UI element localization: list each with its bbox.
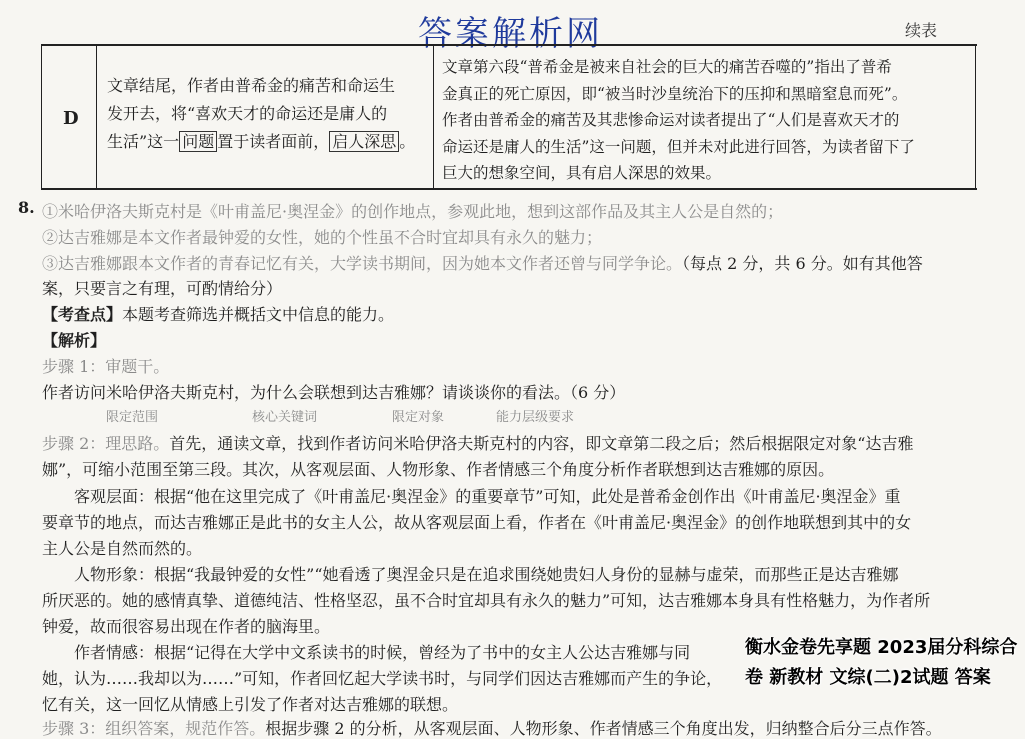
kaochadian-tag: 【考查点】: [42, 305, 123, 324]
table-divider-1: [96, 46, 97, 188]
table-right-border: [975, 46, 976, 188]
persona-para-3: 钟爱，故而很容易出现在作者的脑海里。: [42, 617, 331, 636]
emotion-para-2: 她，认为……我却以为……”可知，作者回忆起大学读书时，与同学们因达吉雅娜而产生的争论，: [42, 669, 723, 688]
analysis-line: 巨大的想象空间，具有启人深思的效果。: [442, 164, 722, 182]
step-2-text: 首先，通读文章，找到作者访问米哈伊洛夫斯克村的内容，即文章第二段之后；然后根据限定对象“达吉雅: [169, 434, 914, 453]
step-2-label: 步骤 2：理思路。: [42, 434, 170, 453]
step-2-line-2: 娜”，可缩小范围至第三段。其次，从客观层面、人物形象、作者情感三个角度分析作者联想到达吉雅娜的原因。: [42, 460, 835, 479]
persona-para-2: 所厌恶的。她的感情真挚、道德纯洁、性格坚忍，虽不合时宜却具有永久的魅力”可知，达吉雅娜本身具有性格魅力，为作者所: [42, 591, 931, 610]
analysis-line: 作者由普希金的痛苦及其悲惨命运对读者提出了“人们是喜欢天才的: [442, 111, 900, 129]
option-analysis: [442, 54, 972, 187]
analysis-line: 命运还是庸人的生活”这一问题，但并未对此进行回答，为读者留下了: [442, 137, 915, 156]
scoring-note-cont: 案，只要言之有理，可酌情给分）: [42, 279, 283, 298]
statement-text: 。: [399, 132, 416, 151]
question-stem: 作者访问米哈伊洛夫斯克村，为什么会联想到达吉雅娜？请谈谈你的看法。（6 分）: [42, 383, 626, 402]
persona-para-1: 人物形象：根据“我最钟爱的女性”“她看透了奥涅金只是在追求围绕她贵妇人身份的显赫与虚荣，而那些正是达吉雅娜: [74, 565, 899, 584]
step-3-label: 步骤 3：组织答案，规范作答。: [42, 719, 266, 738]
answer-point-2: ②达吉雅娜是本文作者最钟爱的女性，她的个性虽不合时宜却具有永久的魅力；: [42, 228, 603, 247]
statement-line: 发开去，将“喜欢天才的命运还是庸人的: [107, 104, 388, 123]
kaochadian-text: 本题考查筛选并概括文中信息的能力。: [122, 305, 395, 324]
table-continued-label: 续表: [905, 21, 938, 40]
site-watermark-title: 答案解析网: [418, 14, 603, 54]
statement-line: 文章结尾，作者由普希金的痛苦和命运生: [107, 76, 396, 95]
answer-point-1: ①米哈伊洛夫斯克村是《叶甫盖尼·奥涅金》的创作地点，参观此地，想到这部作品及其主人公是自然的；: [42, 202, 784, 221]
answer-table: [41, 44, 977, 190]
emotion-para-1: 作者情感：根据“记得在大学中文系读书的时候，曾经为了书中的女主人公达吉雅娜与同: [74, 643, 691, 662]
analysis-heading: 【解析】: [42, 331, 107, 350]
step-3: [42, 716, 942, 739]
answer-point-3-text: ③达吉雅娜跟本文作者的青春记忆有关，大学读书期间，因为她本文作者还曾与同学争论。: [42, 254, 683, 273]
scoring-note: （每点 2 分，共 6 分。如有其他答: [682, 254, 923, 273]
analysis-line: 文章第六段“普希金是被来自社会的巨大的痛苦吞噬的”指出了普希: [442, 58, 892, 76]
annotation-keyword: 核心关键词: [252, 410, 318, 425]
statement-text: 生活”这一: [107, 132, 180, 151]
table-left-border: [41, 46, 42, 188]
objective-para-1: 客观层面：根据“他在这里完成了《叶甫盖尼·奥涅金》的重要章节”可知，此处是普希金创作出《叶甫盖尼·奥涅金》重: [74, 487, 901, 506]
boxed-keyword: 启人深思: [329, 131, 399, 152]
answer-point-3: [42, 251, 923, 274]
statement-line: [107, 128, 425, 156]
annotation-object: 限定对象: [392, 410, 445, 425]
option-statement: [107, 72, 425, 156]
step-3-text: 根据步骤 2 的分析，从客观层面、人物形象、作者情感三个角度出发，归纳整合后分三点作答。: [265, 719, 942, 738]
kaochadian-line: [42, 302, 394, 325]
objective-para-2: 要章节的地点，而达吉雅娜正是此书的女主人公，故从客观层面上看，作者在《叶甫盖尼·奥涅金》的创作地联想到其中的女: [42, 513, 912, 532]
question-number: 8.: [18, 198, 35, 217]
annotation-scope: 限定范围: [106, 410, 159, 425]
boxed-keyword: 问题: [179, 131, 217, 152]
statement-text: 置于读者面前，: [217, 132, 330, 151]
exam-source-caption: 衡水金卷先享题 2023届分科综合卷 新教材 文综(二)2试题 答案: [745, 637, 1018, 688]
table-divider-2: [433, 46, 434, 188]
objective-para-3: 主人公是自然而然的。: [42, 539, 203, 558]
option-letter: D: [63, 108, 79, 129]
step-2-line-1: [42, 431, 913, 454]
step-1: 步骤 1：审题干。: [42, 357, 170, 376]
emotion-para-3: 忆有关，这一回忆从情感上引发了作者对达吉雅娜的联想。: [42, 695, 459, 714]
analysis-line: 金真正的死亡原因，即“被当时沙皇统治下的压抑和黑暗窒息而死”。: [442, 84, 908, 103]
annotation-ability: 能力层级要求: [496, 410, 575, 425]
